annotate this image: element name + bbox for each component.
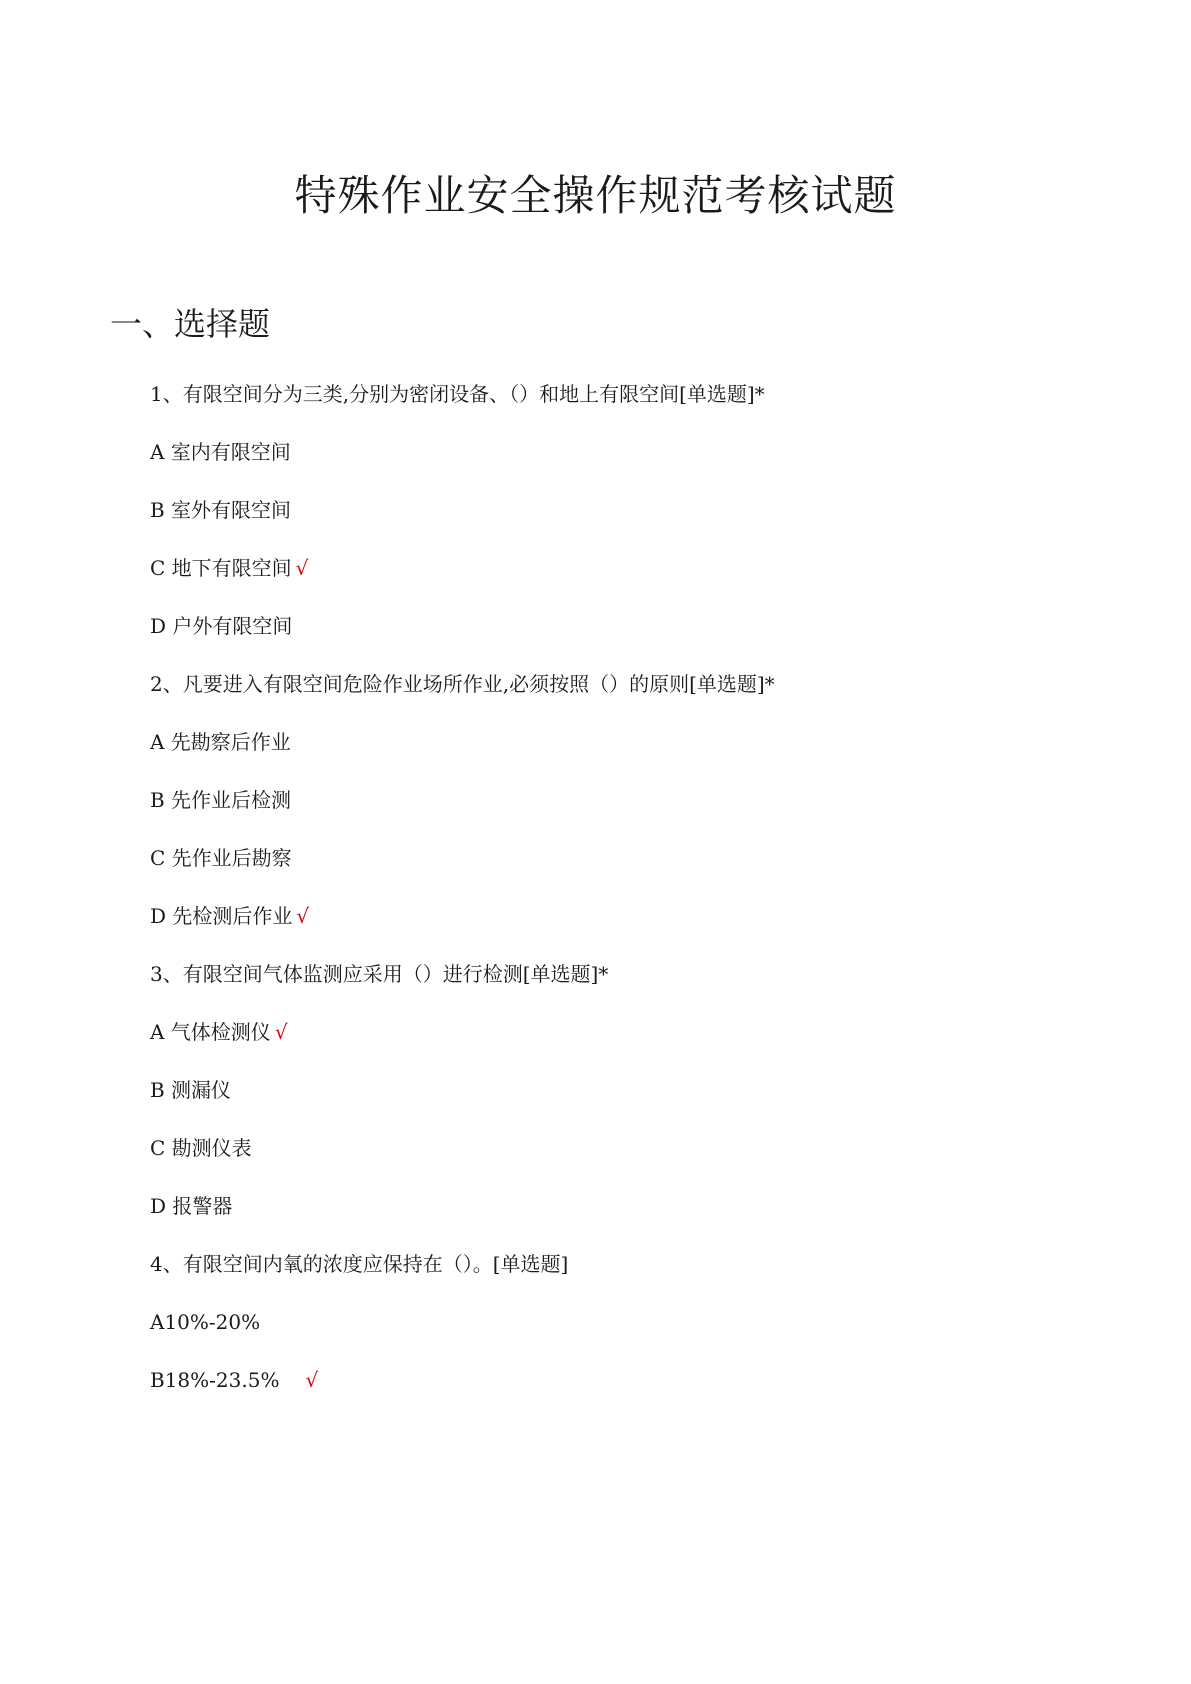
option-label: B18%-23.5% [150, 1368, 280, 1392]
option-q2-d[interactable] [150, 902, 309, 930]
document-title: 特殊作业安全操作规范考核试题 [294, 171, 897, 220]
option-q3-b[interactable] [150, 1076, 231, 1104]
option-q3-d[interactable] [150, 1192, 232, 1220]
correct-check-icon: √ [305, 1368, 319, 1392]
question-text: 2、凡要进入有限空间危险作业场所作业,必须按照（）的原则[单选题]* [150, 672, 775, 696]
question-4 [150, 1250, 568, 1278]
option-q1-b[interactable] [150, 496, 291, 524]
option-q2-c[interactable] [150, 844, 292, 872]
option-q4-a[interactable] [150, 1308, 260, 1336]
option-label: C 先作业后勘察 [150, 846, 292, 870]
correct-check-icon: √ [274, 1020, 288, 1044]
correct-check-icon: √ [296, 904, 310, 928]
option-q3-a[interactable] [150, 1018, 288, 1046]
question-text: 1、有限空间分为三类,分别为密闭设备、（）和地上有限空间[单选题]* [150, 382, 765, 406]
option-label: D 先检测后作业 [150, 904, 293, 928]
option-q2-b[interactable] [150, 786, 291, 814]
question-3 [150, 960, 608, 988]
option-label: A 先勘察后作业 [150, 730, 291, 754]
question-text: 3、有限空间气体监测应采用（）进行检测[单选题]* [150, 962, 609, 986]
option-q1-c[interactable] [150, 554, 308, 582]
option-q1-d[interactable] [150, 612, 292, 640]
option-label: A 气体检测仪 [150, 1020, 271, 1044]
question-text: 4、有限空间内氧的浓度应保持在（）。[单选题] [150, 1252, 569, 1276]
option-q4-b[interactable] [150, 1366, 318, 1394]
option-q2-a[interactable] [150, 728, 291, 756]
option-label: B 室外有限空间 [150, 498, 292, 522]
option-label: B 测漏仪 [150, 1078, 232, 1102]
option-label: A10%-20% [150, 1310, 261, 1334]
option-label: C 勘测仪表 [150, 1136, 252, 1160]
question-2 [150, 670, 775, 698]
option-q3-c[interactable] [150, 1134, 252, 1162]
option-q1-a[interactable] [150, 438, 291, 466]
correct-check-icon: √ [295, 556, 309, 580]
option-label: D 户外有限空间 [150, 614, 293, 638]
option-label: B 先作业后检测 [150, 788, 292, 812]
option-label: A 室内有限空间 [150, 440, 291, 464]
option-label: D 报警器 [150, 1194, 233, 1218]
option-label: C 地下有限空间 [150, 556, 292, 580]
section-title: 一、选择题 [110, 305, 271, 343]
question-1 [150, 380, 765, 408]
